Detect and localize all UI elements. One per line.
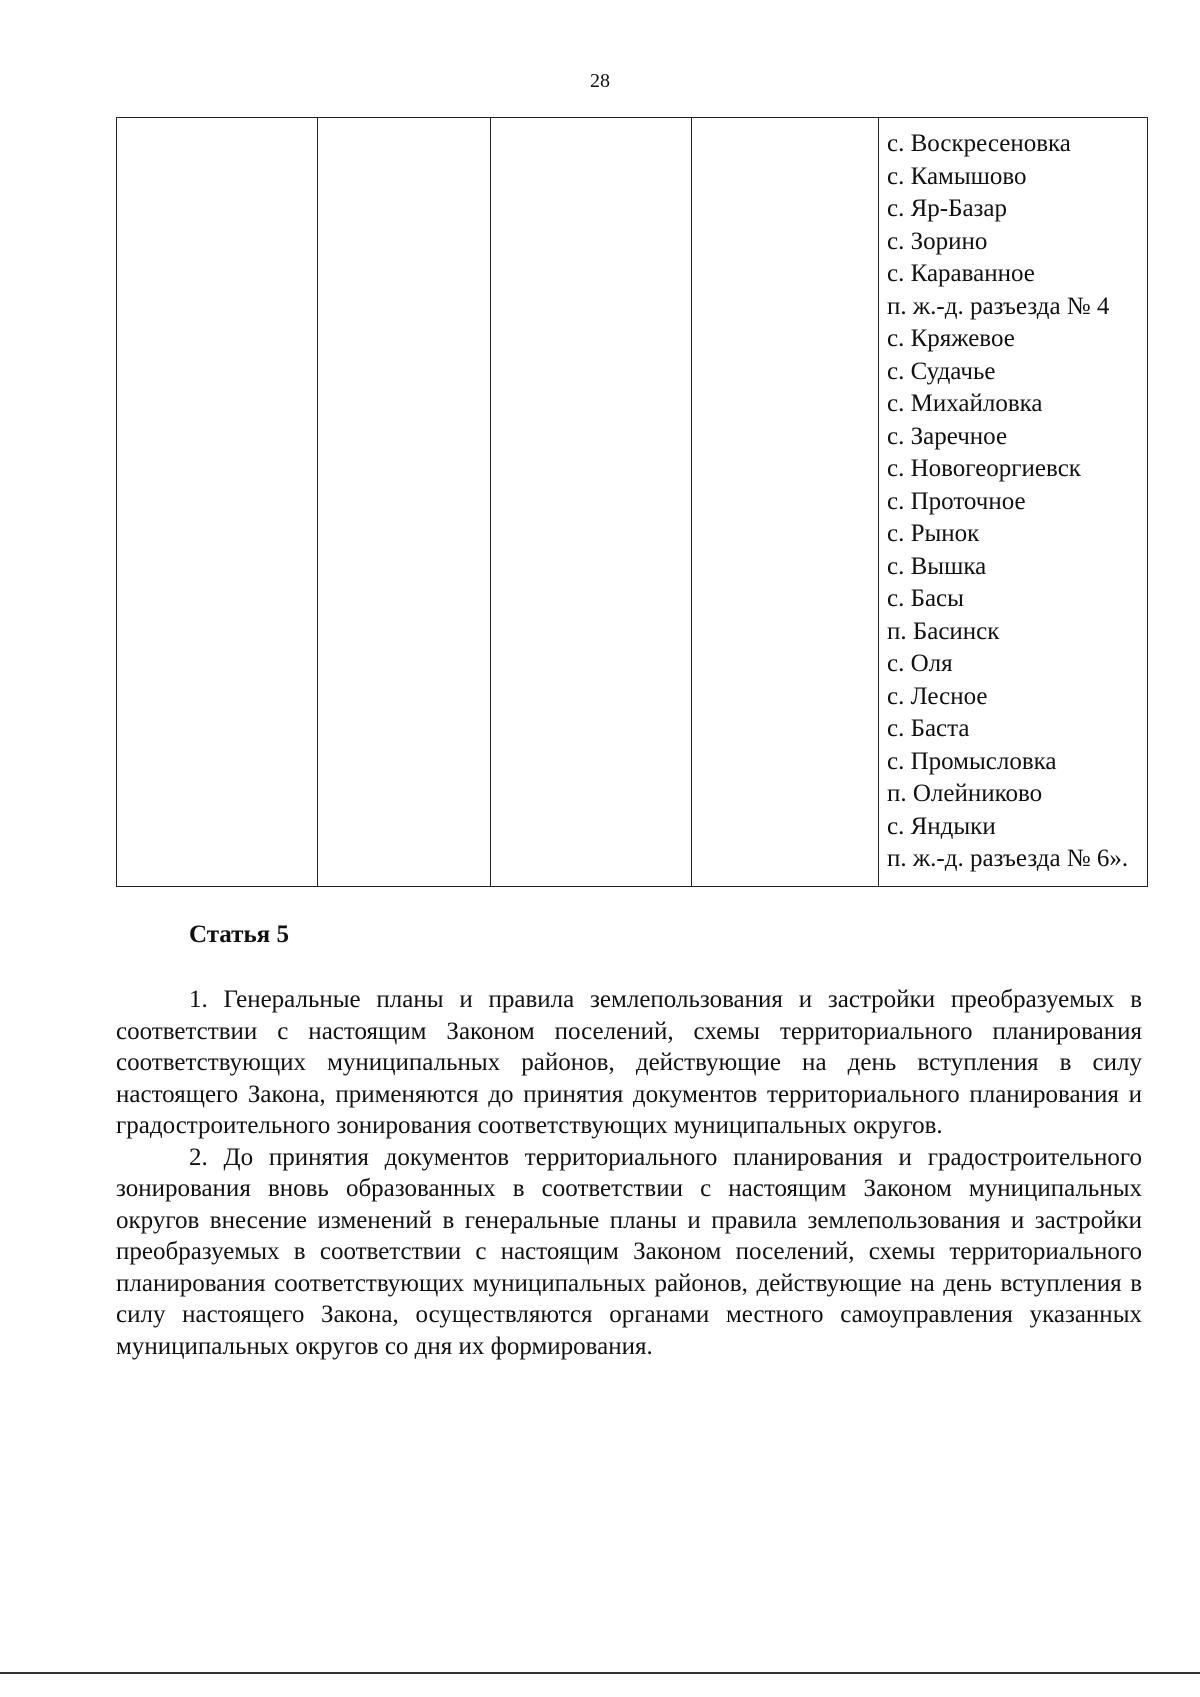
- list-item: с. Баста: [887, 715, 970, 742]
- list-item: с. Зорино: [887, 227, 988, 255]
- list-item: п. ж.-д. разъезда № 6».: [887, 845, 1129, 872]
- list-item: с. Проточное: [887, 487, 1026, 515]
- list-item: с. Промысловка: [887, 747, 1057, 775]
- list-item: с. Кряжевое: [887, 325, 1015, 352]
- list-item: с. Лесное: [887, 682, 988, 710]
- list-item: с. Рынок: [887, 520, 980, 547]
- list-item: п. Басинск: [887, 617, 1000, 645]
- settlement-list: [879, 118, 1147, 876]
- table-row: [117, 118, 1148, 887]
- page-number: 28: [590, 70, 610, 92]
- article-body: [116, 984, 1142, 1362]
- list-item: с. Оля: [887, 650, 953, 677]
- list-item: с. Воскресеновка: [887, 130, 1071, 157]
- list-item: с. Новогеоргиевск: [887, 455, 1081, 482]
- table-cell-empty-3: [491, 118, 692, 887]
- list-item: с. Яр-Базар: [887, 195, 1008, 222]
- article-title: Статья 5: [189, 921, 289, 948]
- list-item: с. Караванное: [887, 260, 1035, 287]
- table-cell-empty-1: [117, 118, 318, 887]
- list-item: с. Басы: [887, 585, 964, 612]
- list-item: с. Вышка: [887, 552, 987, 580]
- settlements-table: [116, 117, 1148, 887]
- list-item: с. Яндыки: [887, 812, 996, 840]
- list-item: с. Заречное: [887, 422, 1008, 450]
- list-item: п. ж.-д. разъезда № 4: [887, 292, 1110, 320]
- table-cell-empty-2: [318, 118, 491, 887]
- list-item: с. Михайловка: [887, 390, 1043, 417]
- list-item: п. Олейниково: [887, 780, 1043, 807]
- list-item: с. Камышово: [887, 162, 1027, 190]
- table-cell-empty-4: [692, 118, 879, 887]
- article-paragraph-2: 2. До принятия документов территориального планирования и градостроительного зонирования вновь образованных в соответствии с настоящим Законом муниципальных округов внесение изменений в генеральные планы и правила землепользования и застройки преобразуемых в соответствии с настоящим Законом поселений, схемы территориального планирования соответствующих муниципальных районов, действующие на день вступления в силу настоящего Закона, осуществляются органами местного самоуправления указанных муниципальных округов со дня их формирования.: [116, 1143, 1142, 1360]
- article-paragraph-1: 1. Генеральные планы и правила землепользования и застройки преобразуемых в соответствии с настоящим Законом поселений, схемы территориального планирования соответствующих муниципальных районов, действующие на день вступления в силу настоящего Закона, применяются до принятия документов территориального планирования и градостроительного зонирования соответствующих муниципальных округов.: [116, 986, 1142, 1139]
- footer-rule: [0, 1672, 1200, 1674]
- list-item: с. Судачье: [887, 357, 996, 385]
- table-cell-settlements: [879, 118, 1148, 887]
